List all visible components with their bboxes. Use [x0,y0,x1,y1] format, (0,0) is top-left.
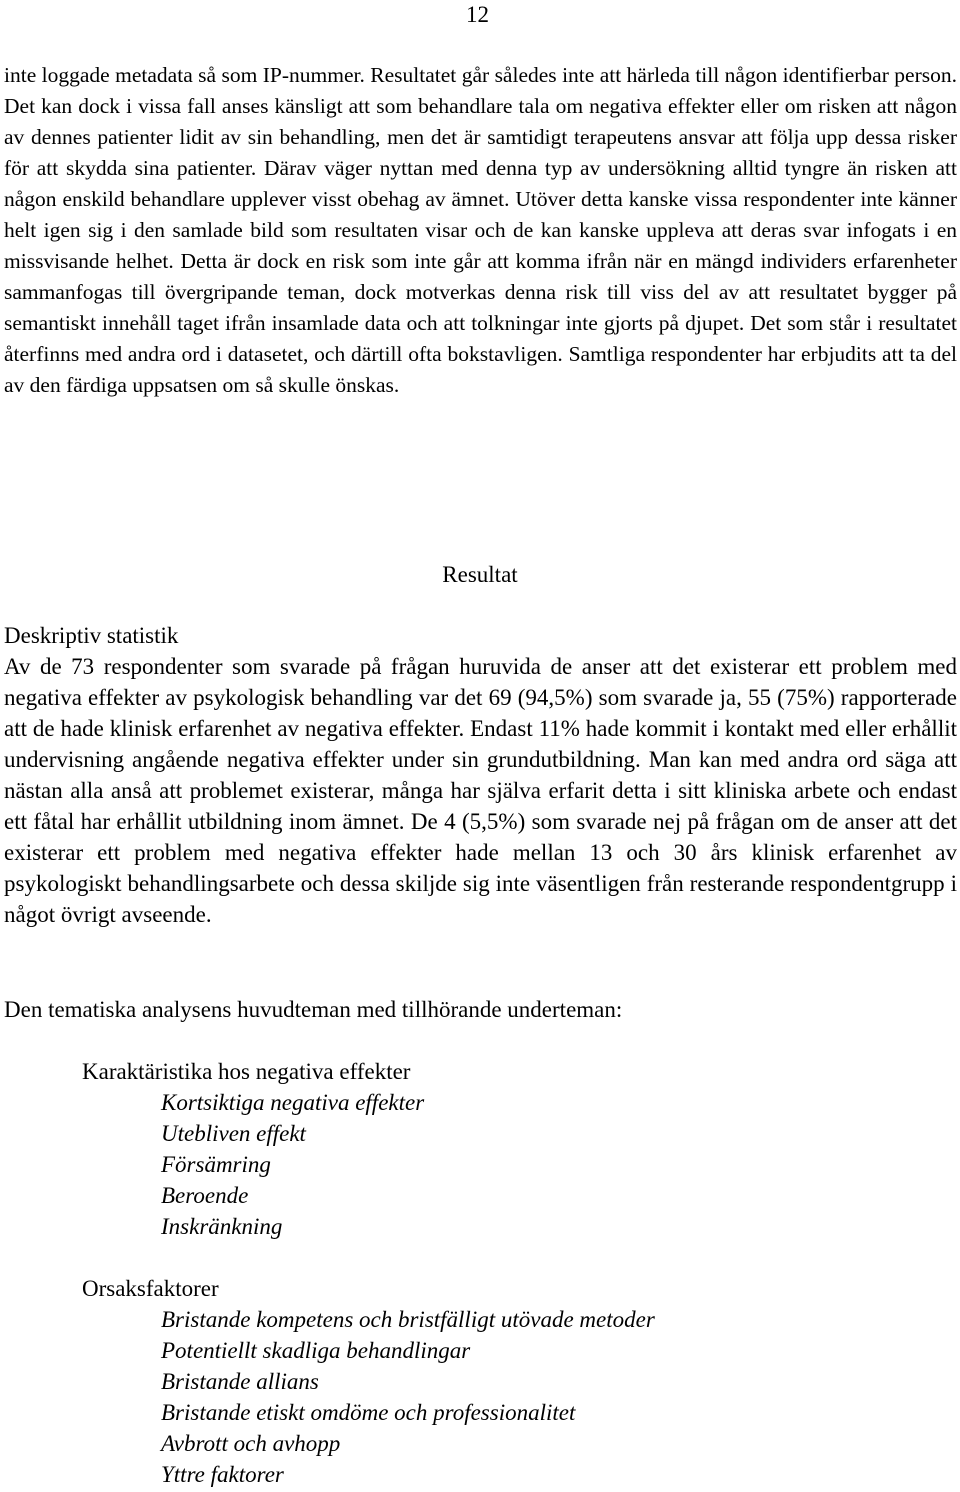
subtheme-item: Bristande kompetens och bristfälligt utövade metoder [161,1307,655,1332]
subtheme-item: Beroende [161,1183,249,1208]
subtheme-item: Potentiellt skadliga behandlingar [161,1338,471,1363]
subtheme-item: Inskränkning [161,1214,283,1239]
section-heading-resultat: Resultat [442,562,518,587]
subheading-descriptive-statistics: Deskriptiv statistik [4,623,179,648]
subtheme-item: Bristande etiskt omdöme och professionalitet [161,1400,576,1425]
subtheme-item: Utebliven effekt [161,1121,306,1146]
subtheme-list [82,1304,655,1490]
theme-block [82,1056,424,1242]
page-number: 12 [466,2,489,27]
theme-title: Karaktäristika hos negativa effekter [82,1059,411,1084]
subtheme-item: Avbrott och avhopp [161,1431,341,1456]
body-paragraph-ethics: inte loggade metadata så som IP-nummer. Resultatet går således inte att härleda till någon identifierbar person. Det kan dock i vissa fall anses känsligt att som behandlare tala om negativa effekter eller om risken att någon av dennes patienter lidit av sin behandling, men det är samtidigt terapeutens ansvar att följa upp dessa risker för att skydda sina patienter. Därav väger nyttan med denna typ av undersökning alltid tyngre än risken att någon enskild behandlare upplever visst obehag av ämnet. Utöver detta kanske vissa respondenter inte känner helt igen sig i den samlade bild som resultaten visar och de kan kanske uppleva att deras svar infogats i en missvisande helhet. Detta är dock en risk som inte går att komma ifrån när en mängd individers erfarenheter sammanfogas till övergripande teman, dock motverkas denna risk till viss del av att resultatet bygger på semantiskt innehåll taget ifrån insamlade data och att tolkningar inte gjorts på djupet. Det som står i resultatet återfinns med andra ord i datasetet, och därtill ofta bokstavligen. Samtliga respondenter har erbjudits att ta del av den färdiga uppsatsen om så skulle önskas. [4,63,957,397]
body-paragraph-statistics: Av de 73 respondenter som svarade på frågan huruvida de anser att det existerar ett problem med negativa effekter av psykologisk behandling var det 69 (94,5%) som svarade ja, 55 (75%) rapporterade att de hade klinisk erfarenhet av negativa effekter. Endast 11% hade kommit i kontakt med eller erhållit undervisning angående negativa effekter under sin grundutbildning. Man kan med andra ord säga att nästan alla anså att problemet existerar, många har själva erfarit detta i sitt kliniska arbete och endast ett fåtal har erhållit utbildning inom ämnet. De 4 (5,5%) som svarade nej på frågan om de anser att det existerar ett problem med negativa effekter hade mellan 13 och 30 års klinisk erfarenhet av psykologiskt behandlingsarbete och dessa skiljde sig inte väsentligen från resterande respondentgrupp i något övrigt avseende. [4,654,957,927]
subtheme-item: Yttre faktorer [161,1462,284,1487]
themes-intro: Den tematiska analysens huvudteman med tillhörande underteman: [4,997,623,1022]
subtheme-item: Kortsiktiga negativa effekter [161,1090,425,1115]
subtheme-list [82,1087,424,1242]
subtheme-item: Försämring [161,1152,271,1177]
theme-title: Orsaksfaktorer [82,1276,219,1301]
theme-block [82,1273,655,1490]
subtheme-item: Bristande allians [161,1369,319,1394]
